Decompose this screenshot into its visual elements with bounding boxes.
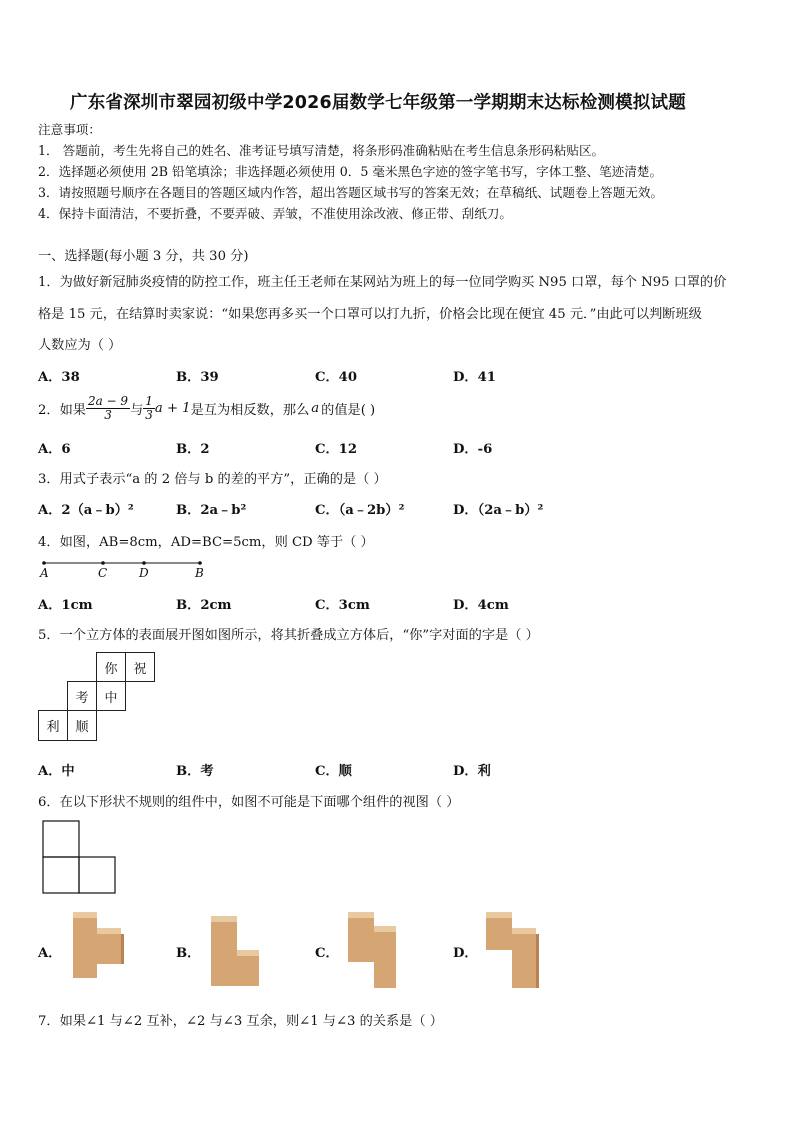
net-cell-ni: 你: [96, 652, 126, 682]
q5-option-b: B．考: [176, 764, 214, 779]
point-label-b: B: [195, 566, 204, 580]
point-label-c: C: [98, 566, 108, 580]
q2-expression: a + 1: [154, 400, 191, 416]
q1-line-3: 人数应为（ ）: [38, 338, 122, 353]
q2-option-a: A．6: [38, 442, 71, 457]
point-label-d: D: [139, 566, 149, 580]
notice-item-1: 1． 答题前，考生先将自己的姓名、准考证号填写清楚，将条形码准确粘贴在考生信息条形码粘贴区。: [38, 143, 605, 158]
q2-fraction-1: [86, 395, 130, 422]
q6-option-a-label: A．: [38, 946, 62, 961]
q5-option-a: A．中: [38, 764, 75, 779]
net-cell-li: 利: [38, 710, 68, 741]
q3-option-c: C．（a﹣2b）²: [315, 503, 405, 518]
q6-option-c-blocks: [342, 908, 404, 990]
q7-stem: 7．如果∠1 与∠2 互补，∠2 与∠3 互余，则∠1 与∠3 的关系是（ ）: [38, 1014, 443, 1029]
net-cell-zhu: 祝: [125, 652, 155, 682]
q2-mid: 与: [130, 402, 144, 418]
q2-stem: [38, 391, 375, 425]
section-heading: 一、选择题(每小题 3 分，共 30 分): [38, 249, 249, 264]
q6-option-a-blocks: [64, 912, 130, 988]
notice-item-4: 4．保持卡面清洁，不要折叠，不要弄破、弄皱，不准使用涂改液、修正带、刮纸刀。: [38, 206, 512, 221]
q2-end: 的值是( ): [321, 402, 376, 418]
q2-fraction-1-denominator: 3: [104, 407, 112, 422]
view-square-bottom-left: [43, 857, 79, 893]
view-square-top: [43, 821, 79, 857]
q2-fraction-1-numerator: 2a − 9: [87, 393, 129, 408]
q1-option-b: B．39: [176, 370, 219, 385]
q5-option-c: C．顺: [315, 764, 352, 779]
q2-prefix: 2．如果: [38, 402, 86, 418]
q4-option-c: C．3cm: [315, 598, 370, 613]
q3-option-d: D．（2a﹣b）²: [453, 503, 544, 518]
q1-line-1: 1．为做好新冠肺炎疫情的防控工作，班主任王老师在某网站为班上的每一位同学购买 N95 口罩，每个 N95 口罩的价: [38, 275, 727, 290]
point-d-dot: [142, 561, 146, 565]
q3-option-b: B．2a﹣b²: [176, 503, 247, 518]
q6-option-d-blocks: [482, 908, 544, 990]
q1-option-a: A．38: [38, 370, 80, 385]
net-cell-zhong: 中: [96, 681, 126, 711]
net-cell-shun: 顺: [67, 710, 97, 741]
q3-option-a: A．2（a﹣b）²: [38, 503, 134, 518]
q6-option-d-label: D．: [453, 946, 478, 961]
q6-stem: 6．在以下形状不规则的组件中，如图不可能是下面哪个组件的视图（ ）: [38, 795, 460, 810]
point-label-a: A: [40, 566, 49, 580]
q1-option-d: D．41: [453, 370, 496, 385]
q2-option-b: B．2: [176, 442, 210, 457]
point-a-dot: [42, 561, 46, 565]
q5-option-d: D．利: [453, 764, 491, 779]
q4-option-a: A．1cm: [38, 598, 93, 613]
view-square-bottom-right: [79, 857, 115, 893]
point-c-dot: [101, 561, 105, 565]
notice-item-2: 2．选择题必须使用 2B 铅笔填涂；非选择题必须使用 0．5 毫米黑色字迹的签字笔书写，字体工整、笔迹清楚。: [38, 164, 663, 179]
q6-option-b-blocks: [205, 912, 265, 992]
q2-option-d: D．-6: [453, 442, 493, 457]
q1-line-2: 格是 15 元，在结算时卖家说：“如果您再多买一个口罩可以打九折，价格会比现在便宜 45 元．”由此可以判断班级: [38, 307, 702, 322]
q2-option-c: C．12: [315, 442, 358, 457]
q3-stem: 3．用式子表示“a 的 2 倍与 b 的差的平方”，正确的是（ ）: [38, 472, 387, 487]
q1-option-c: C．40: [315, 370, 358, 385]
page-title: 广东省深圳市翠园初级中学2026届数学七年级第一学期期末达标检测模拟试题: [70, 93, 686, 113]
net-cell-kao: 考: [67, 681, 97, 711]
q2-variable: a: [311, 400, 320, 416]
cube-net-figure: [38, 652, 158, 744]
notice-heading: 注意事项：: [38, 122, 101, 137]
q2-suffix: 是互为相反数，那么: [190, 402, 310, 418]
q6-option-c-label: C．: [315, 946, 339, 961]
q2-fraction-2-denominator: 3: [145, 407, 153, 422]
q4-option-b: B．2cm: [176, 598, 232, 613]
q6-option-b-label: B．: [176, 946, 201, 961]
q2-fraction-2: [143, 395, 155, 422]
notice-item-3: 3．请按照题号顺序在各题目的答题区域内作答，超出答题区域书写的答案无效；在草稿纸、试题卷上答题无效。: [38, 185, 664, 200]
q6-view-figure: [42, 820, 118, 896]
q4-stem: 4．如图，AB=8cm，AD=BC=5cm，则 CD 等于（ ）: [38, 535, 374, 550]
q2-fraction-2-numerator: 1: [145, 393, 153, 408]
q4-option-d: D．4cm: [453, 598, 509, 613]
q5-stem: 5．一个立方体的表面展开图如图所示，将其折叠成立方体后，“你”字对面的字是（ ）: [38, 628, 539, 643]
point-b-dot: [198, 561, 202, 565]
q4-segment-figure: [36, 556, 216, 584]
